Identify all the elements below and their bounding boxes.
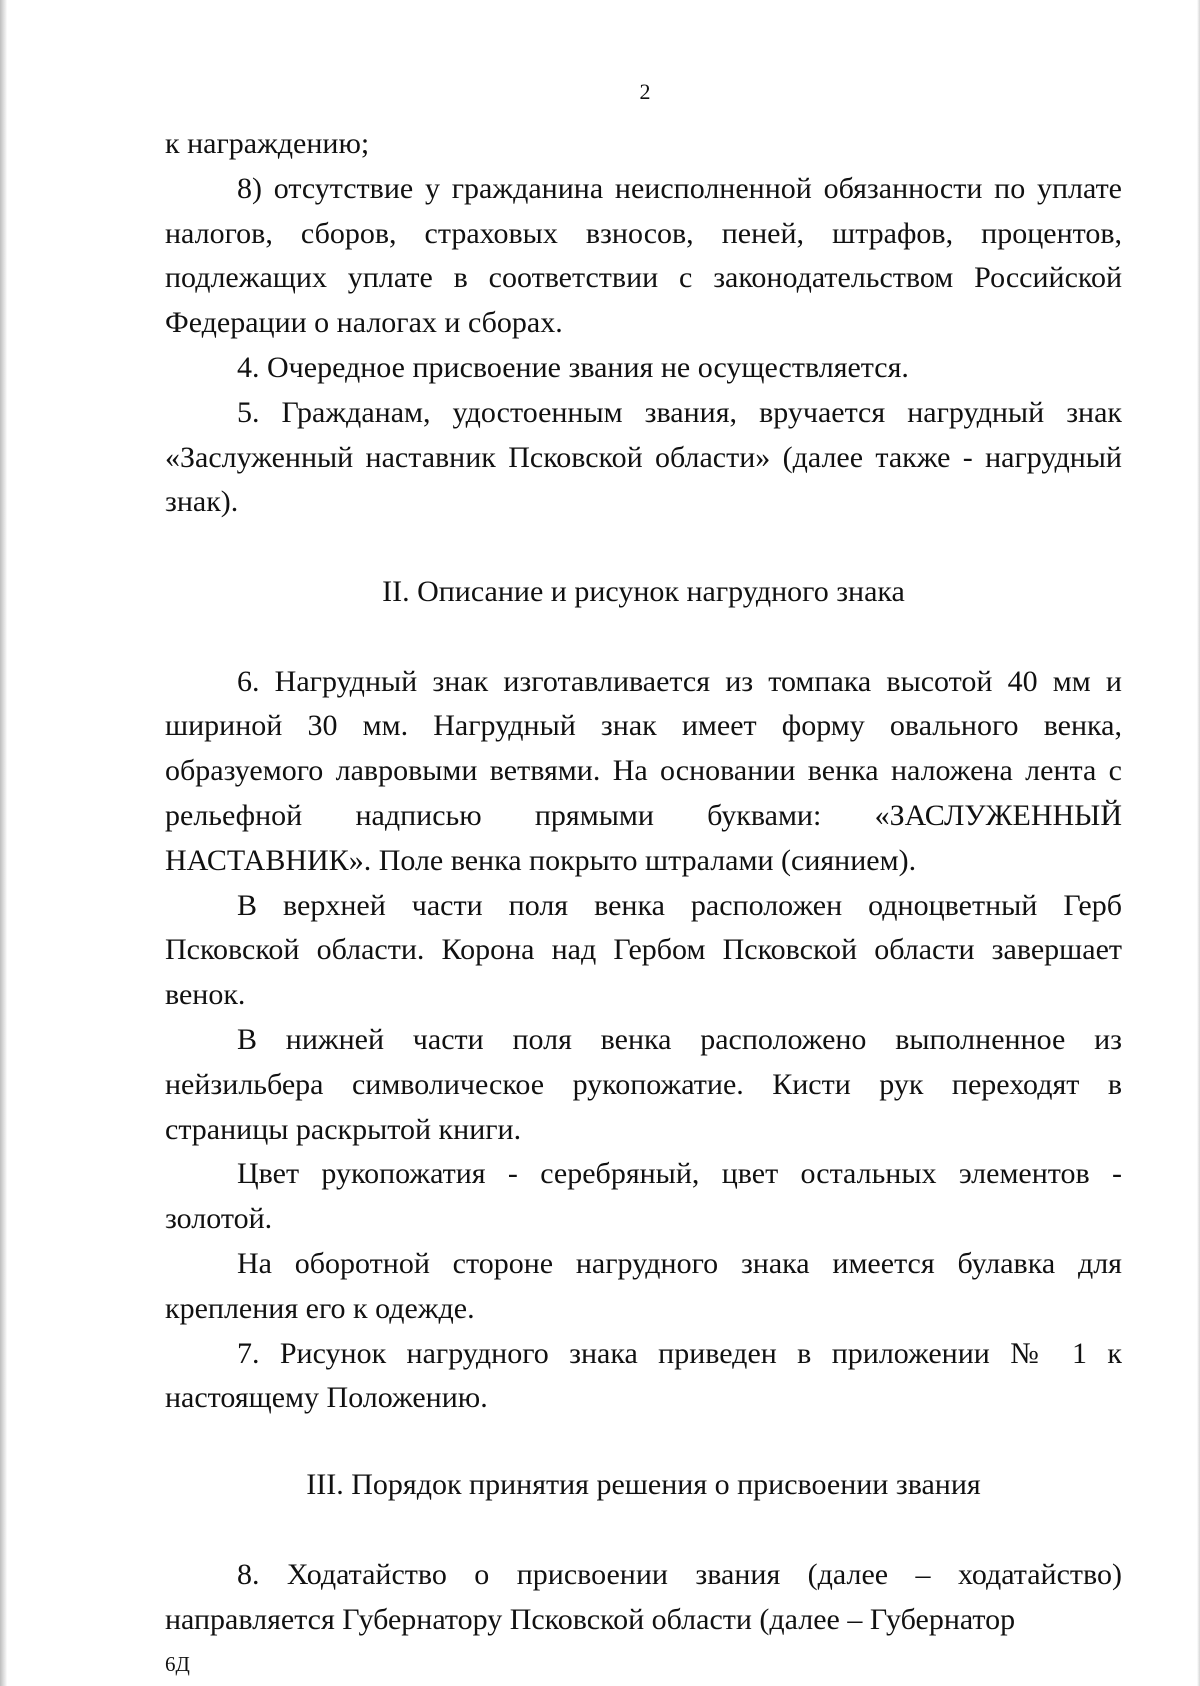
footer-code: 6Д — [165, 1652, 190, 1676]
paragraph-reverse-side: На оборотной стороне нагрудного знака имеется булавка для крепления его к одежде. — [165, 1246, 1122, 1325]
document-body — [165, 122, 1122, 1642]
paragraph-colors: Цвет рукопожатия - серебряный, цвет остальных элементов - золотой. — [165, 1157, 1122, 1236]
section-heading-3: III. Порядок принятия решения о присвоении звания — [306, 1468, 981, 1502]
paragraph-clause-7: 7. Рисунок нагрудного знака приведен в приложении № 1 к настоящему Положению. — [165, 1336, 1122, 1415]
section-heading-2: II. Описание и рисунок нагрудного знака — [382, 574, 905, 608]
scan-left-edge — [0, 0, 7, 1686]
paragraph-continuation: к награждению; — [165, 127, 370, 160]
paragraph-lower-field: В нижней части поля венка расположено выполненное из нейзильбера символическое рукопожатие. Кисти рук переходят в страницы раскрытой книги. — [165, 1022, 1122, 1146]
page-number: 2 — [639, 79, 651, 104]
paragraph-upper-field: В верхней части поля венка расположен одноцветный Герб Псковской области. Корона над Гербом Псковской области завершает венок. — [165, 888, 1122, 1012]
paragraph-clause-5: 5. Гражданам, удостоенным звания, вручается нагрудный знак «Заслуженный наставник Псковской области» (далее также - нагрудный знак). — [165, 395, 1122, 519]
paragraph-item-8: 8) отсутствие у гражданина неисполненной обязанности по уплате налогов, сборов, страховых взносов, пеней, штрафов, процентов, подлежащих уплате в соответствии с законодательством Российской Федерации о налогах и сборах. — [165, 171, 1122, 340]
paragraph-clause-4: 4. Очередное присвоение звания не осуществляется. — [237, 350, 909, 384]
paragraph-clause-6: 6. Нагрудный знак изготавливается из томпака высотой 40 мм и шириной 30 мм. Нагрудный знак имеет форму овального венка, образуемого лавровыми ветвями. На основании венка наложена лента с рельефной надписью прямыми буквами: «ЗАСЛУЖЕННЫЙ НАСТАВНИК». Поле венка покрыто штралами (сиянием). — [165, 664, 1122, 877]
paragraph-clause-8: 8. Ходатайство о присвоении звания (далее – ходатайство) направляется Губернатору Псковской области (далее – Губернатор — [165, 1557, 1122, 1636]
